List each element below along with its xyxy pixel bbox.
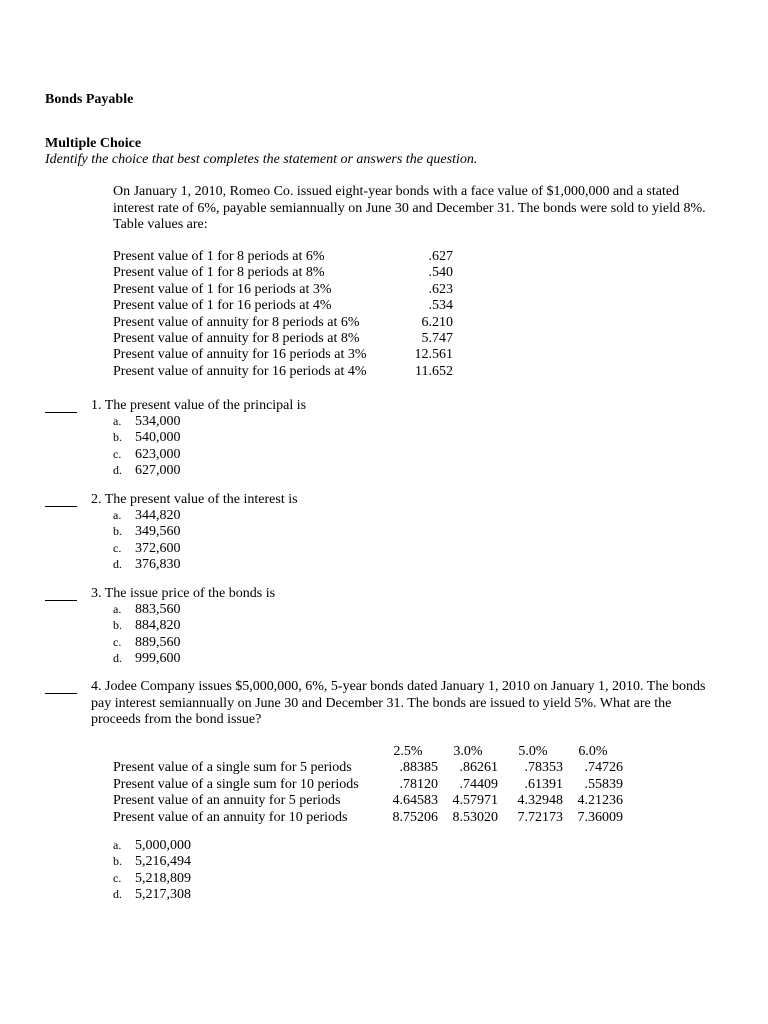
row-value: 11.652	[415, 363, 453, 379]
table-row	[113, 760, 633, 776]
table-row	[113, 777, 633, 793]
table-row	[113, 282, 453, 298]
option-letter: a.	[113, 838, 122, 852]
option-value: 372,600	[135, 540, 181, 556]
option-value: 376,830	[135, 557, 181, 573]
option-value: 5,216,494	[135, 854, 191, 870]
option-item	[113, 523, 181, 539]
option-item	[113, 462, 181, 478]
option-letter: c.	[113, 870, 122, 885]
question-4-table	[113, 744, 633, 826]
row-value: 12.561	[414, 347, 453, 363]
question-text: 1. The present value of the principal is	[91, 398, 307, 413]
option-letter: a.	[113, 414, 122, 428]
option-letter: c.	[113, 446, 122, 461]
row-label: Present value of an annuity for 5 periods	[113, 793, 341, 809]
column-header: 5.0%	[518, 744, 548, 759]
cell-value: 7.72173	[517, 809, 563, 825]
option-item	[113, 886, 191, 902]
option-item	[113, 870, 191, 886]
row-value: 5.747	[421, 330, 453, 346]
cell-value: .86261	[459, 760, 498, 776]
cell-value: .74726	[584, 760, 623, 776]
question-text: 2. The present value of the interest is	[91, 492, 298, 507]
row-label: Present value of annuity for 16 periods at 4%	[113, 363, 367, 379]
column-header: 2.5%	[393, 744, 423, 759]
option-item	[113, 446, 181, 462]
option-letter: b.	[113, 854, 122, 869]
table-row	[113, 249, 453, 265]
table-row	[113, 315, 453, 331]
row-value: .540	[428, 265, 453, 281]
present-value-table	[113, 249, 453, 380]
option-item	[113, 617, 181, 633]
column-header: 6.0%	[578, 744, 608, 759]
row-label: Present value of annuity for 16 periods at 3%	[113, 347, 367, 363]
option-item	[113, 601, 181, 617]
option-item	[113, 507, 181, 523]
table-row	[113, 810, 633, 826]
question-text: 3. The issue price of the bonds is	[91, 586, 276, 601]
table-row	[113, 331, 453, 347]
option-letter: c.	[113, 634, 122, 649]
option-letter: d.	[113, 651, 122, 666]
option-value: 534,000	[135, 414, 181, 429]
instruction-text: Identify the choice that best completes the statement or answers the question.	[45, 152, 478, 167]
option-item	[113, 429, 181, 445]
table-row	[113, 364, 453, 380]
row-value: 6.210	[421, 314, 453, 330]
cell-value: 4.32948	[517, 793, 563, 809]
option-letter: a.	[113, 602, 122, 616]
intro-paragraph: On January 1, 2010, Romeo Co. issued eight-year bonds with a face value of $1,000,000 and a stated interest rate of 6%, payable semiannually on June 30 and December 31. The bonds were sold to yield 8%. Table values are:	[113, 184, 706, 232]
options-list	[113, 413, 181, 479]
table-row	[113, 793, 633, 809]
option-value: 5,000,000	[135, 838, 191, 853]
option-letter: d.	[113, 463, 122, 478]
option-letter: b.	[113, 430, 122, 445]
cell-value: 4.64583	[392, 793, 438, 809]
option-letter: b.	[113, 524, 122, 539]
option-value: 627,000	[135, 463, 181, 479]
cell-value: .78353	[524, 760, 563, 776]
option-value: 540,000	[135, 430, 181, 446]
row-label: Present value of a single sum for 10 periods	[113, 776, 359, 792]
column-header: 3.0%	[453, 744, 483, 759]
table-row	[113, 298, 453, 314]
answer-blank[interactable]	[45, 412, 77, 413]
cell-value: .74409	[459, 776, 498, 792]
answer-blank[interactable]	[45, 506, 77, 507]
options-list	[113, 507, 181, 573]
question-text: 4. Jodee Company issues $5,000,000, 6%, 5-year bonds dated January 1, 2010 on January 1, 2010. The bonds pay interest semiannually on June 30 and December 31. The bonds are issued to yield 5%. What are the proceeds from the bond issue?	[91, 679, 706, 727]
option-value: 5,217,308	[135, 887, 191, 903]
answer-blank[interactable]	[45, 693, 77, 694]
option-value: 884,820	[135, 618, 181, 634]
row-value: .534	[428, 298, 453, 314]
cell-value: 8.75206	[392, 809, 438, 825]
row-label: Present value of an annuity for 10 periods	[113, 809, 348, 825]
option-value: 5,218,809	[135, 870, 191, 886]
cell-value: .88385	[399, 760, 438, 776]
options-list	[113, 837, 191, 903]
option-item	[113, 540, 181, 556]
table-row	[113, 347, 453, 363]
row-value: .623	[428, 281, 453, 297]
row-label: Present value of a single sum for 5 periods	[113, 760, 352, 776]
row-label: Present value of 1 for 16 periods at 3%	[113, 281, 332, 297]
cell-value: .61391	[524, 776, 563, 792]
section-heading: Multiple Choice	[45, 136, 142, 151]
cell-value: .55839	[584, 776, 623, 792]
option-value: 883,560	[135, 602, 181, 617]
options-list	[113, 601, 181, 667]
option-value: 999,600	[135, 651, 181, 667]
option-letter: d.	[113, 887, 122, 902]
option-item	[113, 650, 181, 666]
option-item	[113, 413, 181, 429]
page-title: Bonds Payable	[45, 92, 134, 107]
cell-value: 4.57971	[452, 793, 498, 809]
row-label: Present value of annuity for 8 periods at 8%	[113, 330, 360, 346]
row-value: .627	[428, 249, 453, 264]
answer-blank[interactable]	[45, 600, 77, 601]
option-letter: d.	[113, 557, 122, 572]
option-letter: b.	[113, 618, 122, 633]
option-value: 889,560	[135, 634, 181, 650]
cell-value: 4.21236	[577, 793, 623, 809]
option-value: 344,820	[135, 508, 181, 523]
option-item	[113, 556, 181, 572]
cell-value: 8.53020	[452, 809, 498, 825]
table-row	[113, 265, 453, 281]
option-letter: a.	[113, 508, 122, 522]
row-label: Present value of 1 for 8 periods at 8%	[113, 265, 325, 281]
table-header-row	[113, 744, 633, 760]
option-item	[113, 837, 191, 853]
option-letter: c.	[113, 540, 122, 555]
row-label: Present value of 1 for 16 periods at 4%	[113, 298, 332, 314]
row-label: Present value of annuity for 8 periods at 6%	[113, 314, 360, 330]
row-label: Present value of 1 for 8 periods at 6%	[113, 249, 325, 264]
option-value: 349,560	[135, 524, 181, 540]
cell-value: 7.36009	[577, 809, 623, 825]
option-item	[113, 634, 181, 650]
option-value: 623,000	[135, 446, 181, 462]
cell-value: .78120	[399, 776, 438, 792]
option-item	[113, 853, 191, 869]
